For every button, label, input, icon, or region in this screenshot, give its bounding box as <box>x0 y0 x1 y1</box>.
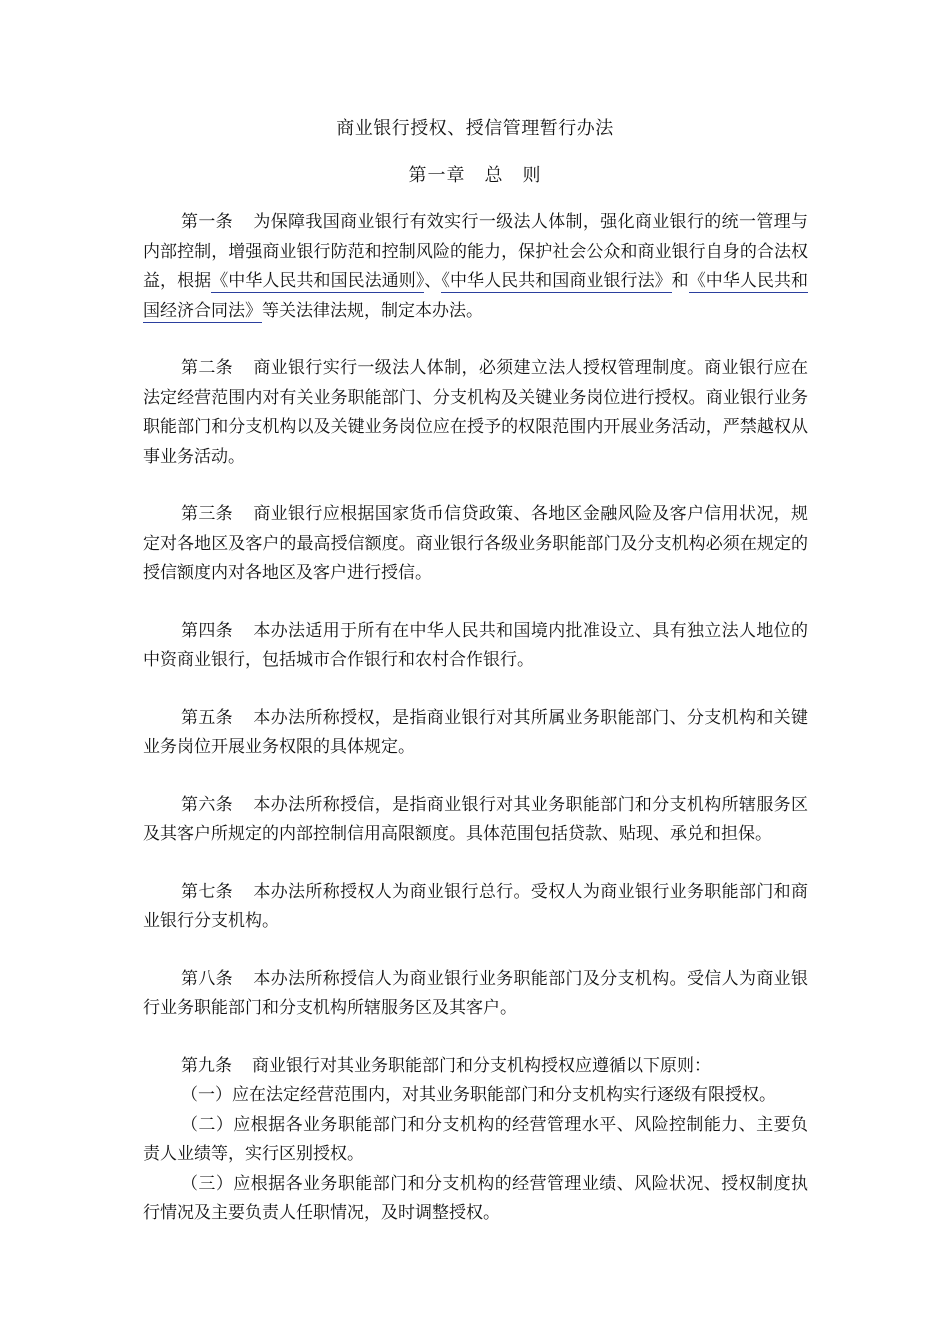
article-number: 第四条 <box>181 620 234 641</box>
article-number: 第六条 <box>181 794 234 815</box>
article-text: 等关法律法规，制定本办法。 <box>262 300 483 321</box>
article-text: 商业银行应根据国家货币信贷政策、各地区金融风险及客户信用状况，规定对各地区及客户的最高授信额度。商业银行各级业务职能部门及分支机构必须在规定的授信额度内对各地区及客户进行授信。 <box>143 504 809 583</box>
article-text: 为保障我国商业银行有效实行一级法人体制，强化商业银行的统一管理与内部控制，增强商业银行防范和控制风险的能力，保护社会公众和商业银行自身的合法权益，根据 <box>143 212 809 291</box>
article-9-item-2: （二）应根据各业务职能部门和分支机构的经营管理水平、风险控制能力、主要负责人业绩等，实行区别授权。 <box>143 1114 808 1164</box>
link-civil-law[interactable]: 《中华人民共和国民法通则》 <box>211 271 425 291</box>
article-1 <box>143 208 808 326</box>
article-number: 第八条 <box>181 968 234 989</box>
separator: 和 <box>671 271 689 291</box>
article-number: 第九条 <box>181 1055 232 1076</box>
article-text: 本办法适用于所有在中华人民共和国境内批准设立、具有独立法人地位的中资商业银行，包括城市合作银行和农村合作银行。 <box>143 620 809 670</box>
article-number: 第七条 <box>181 881 234 902</box>
chapter-heading: 第一章 总 则 <box>408 165 542 186</box>
article-3 <box>143 500 808 589</box>
separator: 、 <box>424 271 442 291</box>
document-body <box>143 208 808 1229</box>
article-text: 本办法所称授权，是指商业银行对其所属业务职能部门、分支机构和关键业务岗位开展业务权限的具体规定。 <box>143 707 809 757</box>
article-9 <box>143 1052 808 1082</box>
article-number: 第二条 <box>181 358 234 378</box>
article-text: 本办法所称授信人为商业银行业务职能部门及分支机构。受信人为商业银行业务职能部门和分支机构所辖服务区及其客户。 <box>143 968 809 1018</box>
article-text: 商业银行对其业务职能部门和分支机构授权应遵循以下原则： <box>252 1055 711 1076</box>
article-number: 第一条 <box>181 212 234 232</box>
article-5 <box>143 704 808 763</box>
article-text: 本办法所称授权人为商业银行总行。受权人为商业银行业务职能部门和商业银行分支机构。 <box>143 881 809 931</box>
article-6 <box>143 791 808 850</box>
article-8 <box>143 965 808 1024</box>
link-economic-contract-law[interactable]: 《中华人民共和国经济合同法》 <box>143 271 809 321</box>
article-number: 第五条 <box>181 707 234 728</box>
link-commercial-bank-law[interactable]: 《中华人民共和国商业银行法》 <box>441 271 672 291</box>
article-2 <box>143 354 808 472</box>
article-7 <box>143 878 808 937</box>
document-title: 商业银行授权、授信管理暂行办法 <box>336 118 614 139</box>
article-9-item-1: （一）应在法定经营范围内，对其业务职能部门和分支机构实行逐级有限授权。 <box>181 1085 776 1105</box>
article-number: 第三条 <box>181 504 234 524</box>
article-text: 商业银行实行一级法人体制，必须建立法人授权管理制度。商业银行应在法定经营范围内对有关业务职能部门、分支机构及关键业务岗位进行授权。商业银行业务职能部门和分支机构以及关键业务岗位应在授予的权限范围内开展业务活动，严禁越权从事业务活动。 <box>143 358 809 467</box>
article-4 <box>143 617 808 676</box>
article-9-item-3: （三）应根据各业务职能部门和分支机构的经营管理业绩、风险状况、授权制度执行情况及主要负责人任职情况，及时调整授权。 <box>143 1173 808 1223</box>
article-text: 本办法所称授信，是指商业银行对其业务职能部门和分支机构所辖服务区及其客户所规定的内部控制信用高限额度。具体范围包括贷款、贴现、承兑和担保。 <box>143 794 809 844</box>
